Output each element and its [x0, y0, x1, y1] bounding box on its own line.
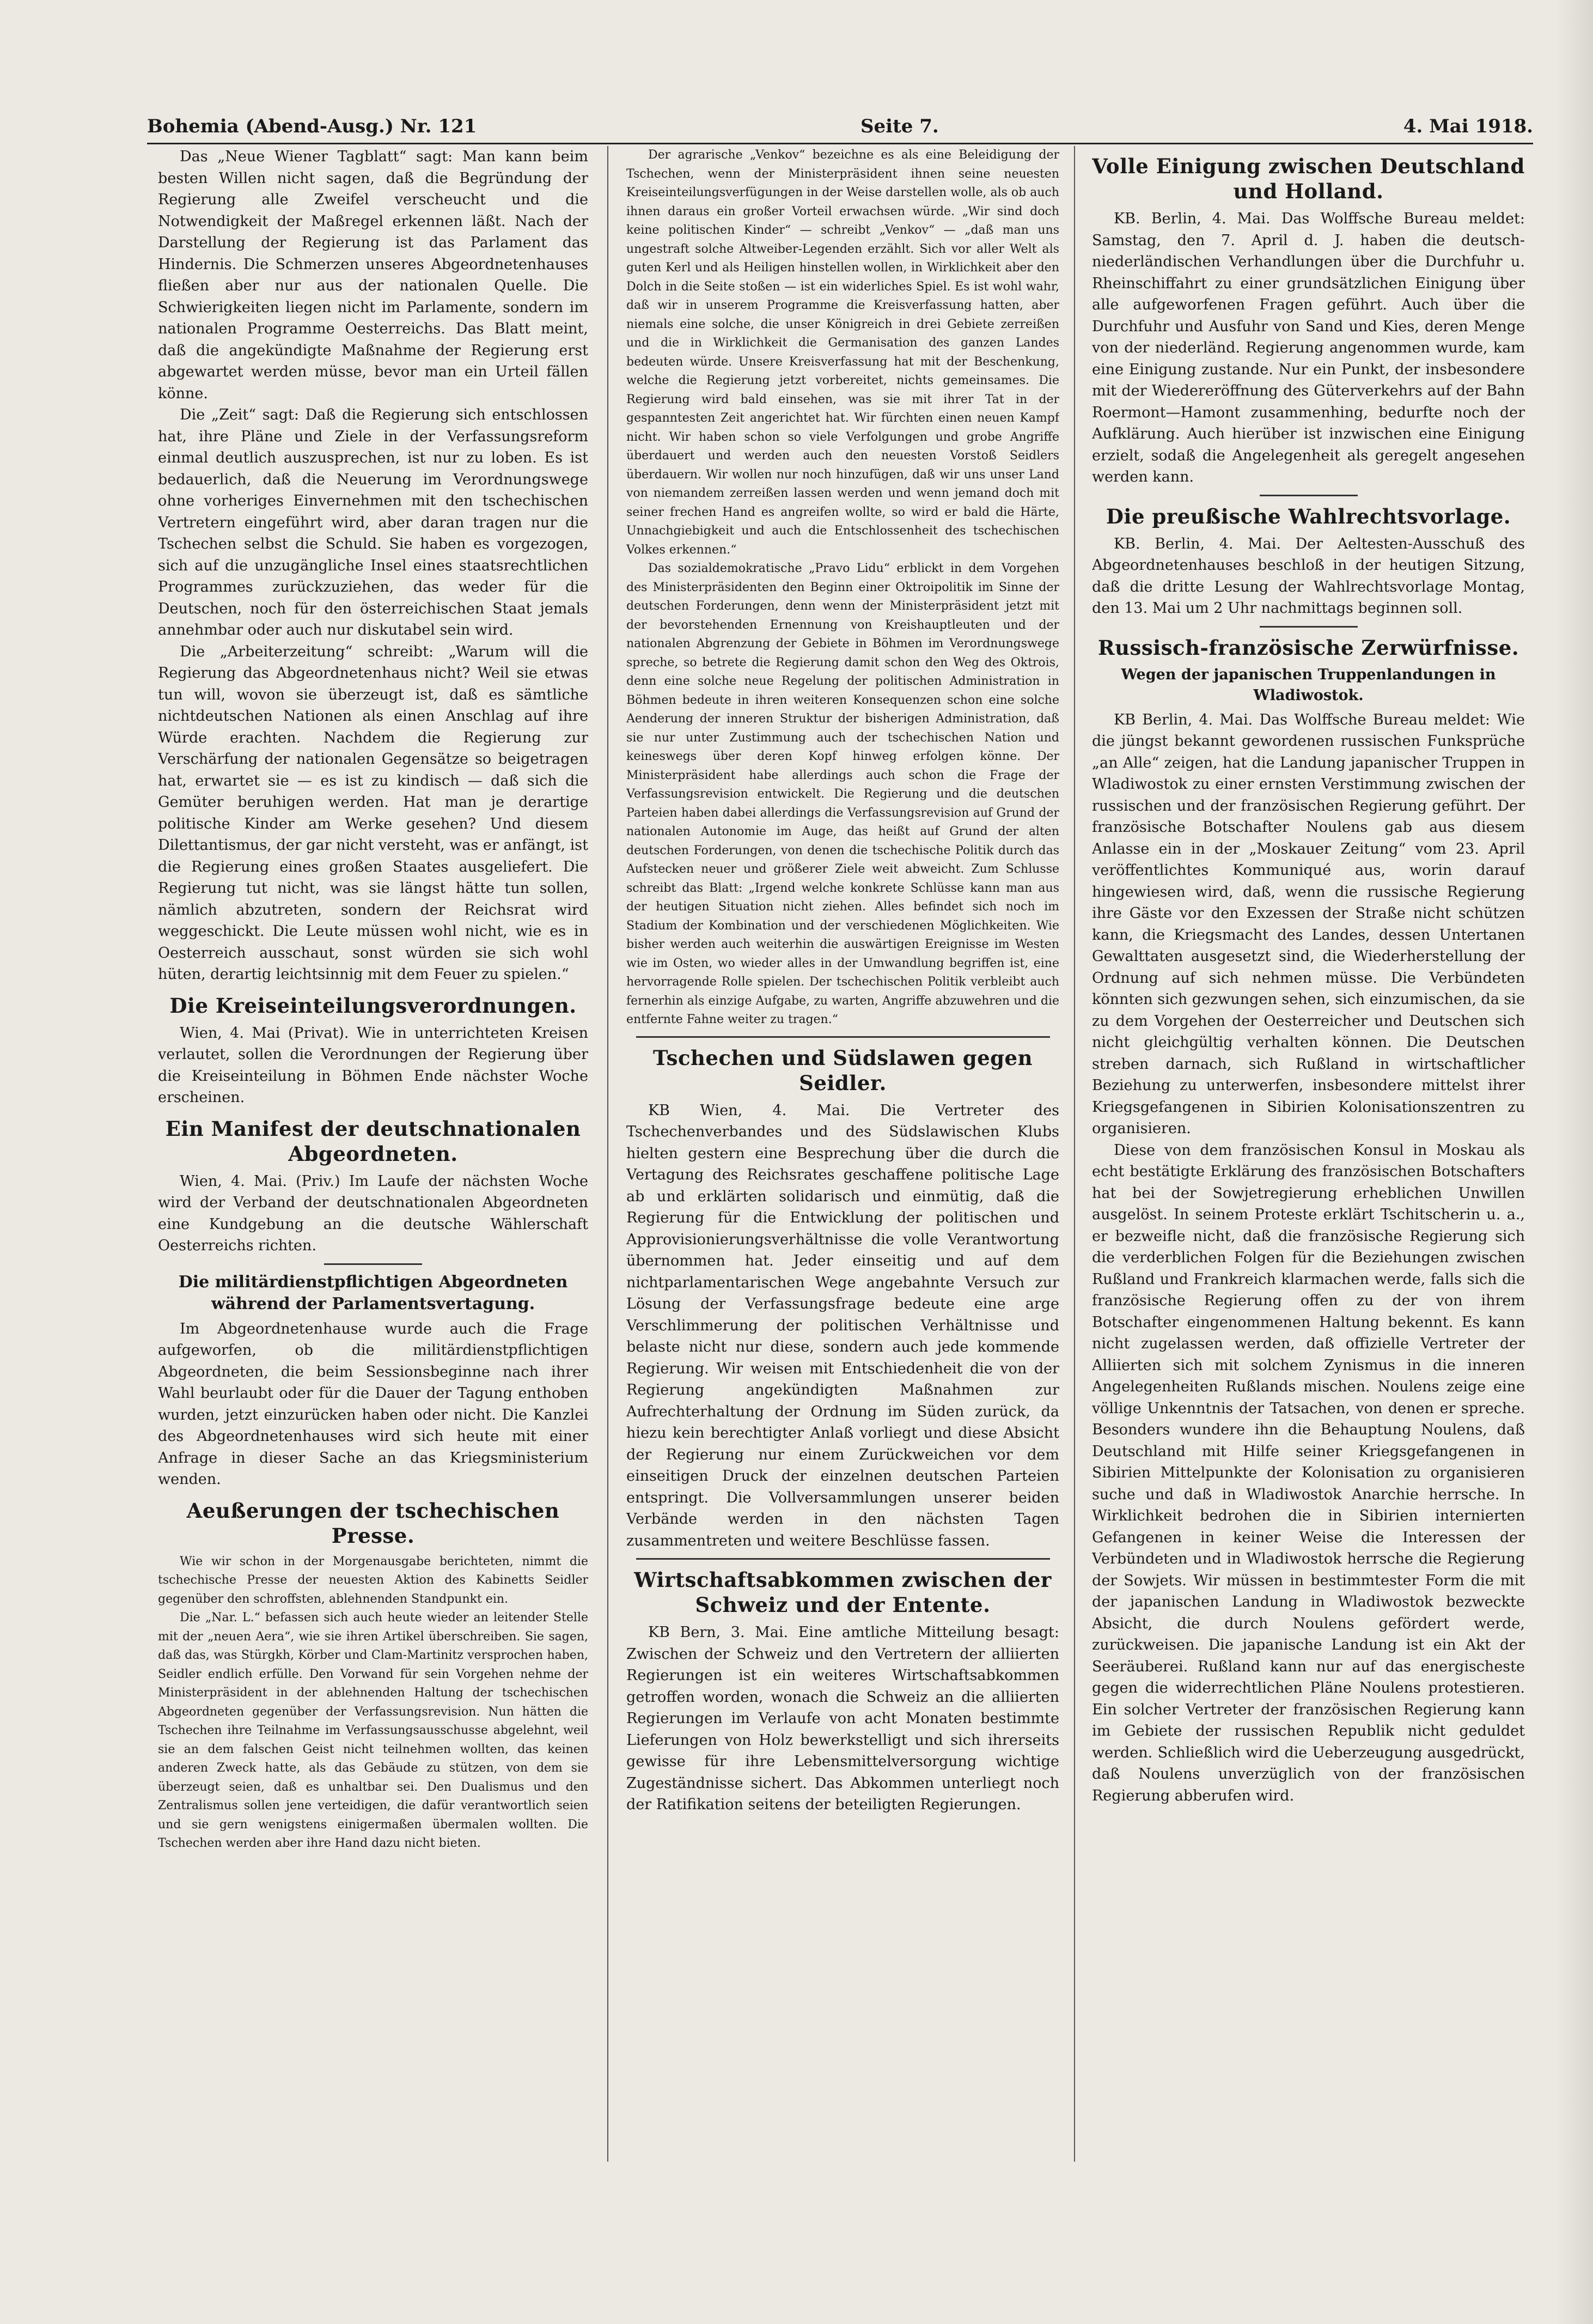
separator [1260, 495, 1358, 496]
header-page-number: Seite 7. [860, 115, 939, 137]
article-paragraph: Das sozialdemokratische „Pravo Lidu“ erblickt in dem Vorgehen des Ministerpräsidenten den Beginn einer Oktroipolitik im Sinne der deutschen Forderungen, denn wenn der Ministerpräsident jetzt mit der bevorstehenden Ernennung von Kreishauptleuten und der nationalen Abgrenzung der Gebiete in Böhmen im Verordnungswege spreche, so betrete die Regierung damit schon den Weg des Oktrois, denn eine solche neue Regelung der politischen Administration in Böhmen bedeute in ihren weiteren Konsequenzen schon eine solche Aenderung der inneren Struktur der bisherigen Administration, daß sie nur unter Zustimmung auch der tschechischen Nation und keineswegs über deren Kopf hinweg erfolgen könne. Der Ministerpräsident habe allerdings auch schon die Frage der Verfassungsrevision entwickelt. Die Regierung und die deutschen Parteien haben dabei allerdings die Verfassungsrevision auf Grund der nationalen Autonomie im Auge, das heißt auf Grund der alten deutschen Forderungen, von denen die tschechische Politik durch das Aufstecken neuer und größerer Ziele weit abweicht. Zum Schlusse schreibt das Blatt: „Irgend welche konkrete Schlüsse kann man aus der heutigen Situation nicht ziehen. Alles befindet sich noch im Stadium der Kombination und der verschiedenen Möglichkeiten. Wie bisher werden auch weiterhin die auswärtigen Ereignisse im Westen wie im Osten, wo wieder alles in der Umwandlung begriffen ist, eine hervorragende Rolle spielen. Der tschechischen Politik verbleibt auch fernerhin als einzige Aufgabe, zu warten, Angriffe abzuwehren und die entfernte Fahne weiter zu tragen.“ [626, 562, 1059, 1026]
article-paragraph: Die „Arbeiterzeitung“ schreibt: „Warum will die Regierung das Abgeordnetenhaus nicht? Weil sie etwas tun will, wovon sie überzeugt ist, daß es sämtliche nichtdeutschen Nationen als einen Anschlag auf ihre Würde erachten. Nachdem die Regierung zur Verschärfung der nationalen Gegensätze so beigetragen hat, erwartet sie — es ist zu kindisch — daß sich die Gemüter beruhigen werden. Hat man je derartige politische Kinder am Werke gesehen? Und diesem Dilettantismus, der gar nicht versteht, was er anfängt, ist die Regierung eines großen Staates ausgeliefert. Die Regierung tut nicht, was sie längst hätte tun sollen, nämlich abzutreten, sondern der Reichsrat wird weggeschickt. Die Leute müssen wohl nicht, wie es in Oesterreich ausschaut, sonst würden sie sich wohl hüten, derartig leichtsinnig mit dem Feuer zu spielen.“ [158, 643, 588, 983]
header-date: 4. Mai 1918. [1403, 115, 1533, 137]
column-2 [626, 146, 1059, 2162]
column-divider-1 [607, 146, 608, 2162]
column-divider-2 [1074, 146, 1075, 2162]
headline-tschechische-presse: Aeußerungen der tschechischen Presse. [186, 1498, 560, 1548]
article-paragraph: KB. Berlin, 4. Mai. Das Wolffsche Bureau meldet: Samstag, den 7. April d. J. haben die deutsch-niederländischen Verhandlungen über die Durchfuhr u. Rheinschiffahrt zu einer grundsätzlichen Einigung über alle aufgeworfenen Fragen geführt. Auch über die Durchfuhr und Ausfuhr von Sand und Kies, deren Menge von der niederländ. Regierung angenommen wurde, kam eine Einigung zustande. Nur ein Punkt, der insbesondere mit der Wiedereröffnung des Güterverkehrs auf der Bahn Roermont—Hamont zusammenhing, bedurfte noch der Aufklärung. Auch hierüber ist inzwischen eine Einigung erzielt, sodaß die Angelegenheit als geregelt angesehen werden kann. [1092, 210, 1525, 485]
column-1 [158, 146, 588, 2162]
article-paragraph: KB Bern, 3. Mai. Eine amtliche Mitteilung besagt: Zwischen der Schweiz und den Vertretern der alliierten Regierungen ist ein weiteres Wirtschaftsabkommen getroffen worden, wonach die Schweiz an die alliierten Regierungen im Verlaufe von acht Monaten bestimmte Lieferungen von Holz bewerkstelligt und sich ihrerseits gewisse für ihre Lebensmittelversorgung wichtige Zugeständnisse sichert. Das Abkommen unterliegt noch der Ratifikation seitens der beteiligten Regierungen. [626, 1624, 1059, 1813]
separator [636, 1558, 1050, 1560]
page-edge-shadow [1555, 0, 1593, 2324]
headline-kreiseinteilung: Die Kreiseinteilungsverordnungen. [169, 993, 577, 1018]
headline-einigung: Volle Einigung zwischen Deutschland und Holland. [1092, 154, 1525, 203]
article-paragraph: Wien, 4. Mai. (Priv.) Im Laufe der nächsten Woche wird der Verband der deutschnationalen Abgeordneten eine Kundgebung an die deutsche Wählerschaft Oesterreichs richten. [158, 1172, 588, 1254]
article-paragraph: Wie wir schon in der Morgenausgabe berichteten, nimmt die tschechische Presse der neuesten Aktion des Kabinetts Seidler gegenüber den schroffsten, ablehnenden Standpunkt ein. [158, 1554, 588, 1606]
header-rule [147, 143, 1533, 144]
headline-wahlrechtsvorlage: Die preußische Wahlrechtsvorlage. [1106, 504, 1511, 528]
article-paragraph: KB Wien, 4. Mai. Die Vertreter des Tschechenverbandes und des Südslawischen Klubs hielten gestern eine Besprechung über die durch die Vertagung des Reichsrates geschaffene politische Lage ab und erklärten solidarisch und einmütig, daß die Regierung für die Entwicklung der politischen und Approvisionierungsverhältnisse die volle Verantwortung übernommen hat. Jeder einseitig und auf dem nichtparlamentarischen Wege angebahnte Versuch zur Lösung der Verfassungsfrage bedeute eine arge Verschlimmerung der politischen Verhältnisse und belaste nicht nur diese, sondern auch jede kommende Regierung. Wir weisen mit Entschiedenheit die von der Regierung angekündigten Maßnahmen zur Aufrechterhaltung der Ordnung im Süden zurück, da hiezu kein berechtigter Anlaß vorliegt und diese Absicht der Regierung nur einem Zurückweichen vor dem einseitigen Druck der einzelnen deutschen Parteien entspringt. Die Vollversammlungen unserer beiden Verbände werden in den nächsten Tagen zusammentreten und weitere Beschlüsse fassen. [626, 1102, 1059, 1549]
headline-tschechen-suedslawen: Tschechen und Südslawen gegen Seidler. [653, 1045, 1033, 1095]
article-paragraph: Die „Nar. L.“ befassen sich auch heute wieder an leitender Stelle mit der „neuen Aera“, wie sie ihren Artikel überschreiben. Sie sagen, daß das, was Stürgkh, Körber und Clam-Martinitz versprochen haben, Seidler endlich erfülle. Den Vorwand für sein Vorgehen nehme der Ministerpräsident in der ablehnenden Haltung der tschechischen Abgeordneten gegenüber der Verfassungsrevision. Nun hätten die Tschechen ihre Teilnahme im Verfassungsausschusse abgelehnt, weil sie an dem falschen Geist nicht teilnehmen wollten, das keinen anderen Zweck hatte, als das Gebäude zu stützen, von dem sie überzeugt seien, daß es unhaltbar sei. Den Dualismus und den Zentralismus sollen jene verteidigen, die dafür verantwortlich seien und sie gern wenigstens einigermaßen übermalen wollten. Die Tschechen werden aber ihre Hand dazu nicht bieten. [158, 1611, 588, 1850]
article-paragraph: Diese von dem französischen Konsul in Moskau als echt bestätigte Erklärung des französischen Botschafters hat bei der Sowjetregierung erheblichen Unwillen ausgelöst. In seinem Proteste erklärt Tschitscherin u. a., er bezweifle nicht, daß die französische Regierung sich die verderblichen Folgen für die Beziehungen zwischen Rußland und Frankreich klarmachen werde, falls sich die französische Regierung offen zu der von ihrem Botschafter eingenommenen Haltung bekennt. Es kann nicht zugelassen werden, daß offizielle Vertreter der Alliierten sich mit solchem Zynismus in die inneren Angelegenheiten Rußlands mischen. Noulens zeige eine völlige Unkenntnis der Tatsachen, von denen er spreche. Besonders wundere ihn die Behauptung Noulens, daß Deutschland mit Hilfe seiner Kriegsgefangenen in Sibirien Mittelpunkte der Kolonisation zu organisieren suche und daß in Wladiwostok Anarchie herrsche. In Wirklichkeit bedrohen die in Sibirien internierten Gefangenen in keiner Weise die Interessen der Verbündeten und in Wladiwostok herrsche die Regierung der Sowjets. Wir müssen in bestimmtester Form die mit der japanischen Landung in Wladiwostok bezweckte Absicht, die durch Noulens gefördert werde, zurückweisen. Die japanische Landung ist ein Akt der Seeräuberei. Rußland kann nur auf das energischeste gegen die widerrechtlichen Pläne Noulens protestieren. Ein solcher Vertreter der französischen Regierung kann im Gebiete der russischen Republik nicht geduldet werden. Schließlich wird die Ueberzeugung ausgedrückt, daß Noulens unverzüglich von der französischen Regierung abberufen wird. [1092, 1141, 1525, 1804]
article-paragraph: Im Abgeordnetenhause wurde auch die Frage aufgeworfen, ob die militärdienstpflichtigen Abgeordneten, die beim Sessionsbeginne nach ihrer Wahl beurlaubt oder für die Dauer der Tagung enthoben wurden, jetzt einzurücken haben oder nicht. Die Kanzlei des Abgeordnetenhauses wird sich heute mit einer Anfrage in dieser Sache an das Kriegsministerium wenden. [158, 1320, 588, 1488]
article-paragraph: KB. Berlin, 4. Mai. Der Aeltesten-Ausschuß des Abgeordnetenhauses beschloß in der heutigen Sitzung, daß die dritte Lesung der Wahlrechtsvorlage Montag, den 13. Mai um 2 Uhr nachmittags beginnen soll. [1092, 535, 1525, 617]
separator [1260, 626, 1358, 628]
headline-russisch-franzoesisch: Russisch-französische Zerwürfnisse. [1097, 635, 1519, 660]
headline-wirtschaftsabkommen: Wirtschaftsabkommen zwischen der Schweiz und der Entente. [634, 1568, 1052, 1617]
separator [636, 1036, 1050, 1038]
header-masthead: Bohemia (Abend-Ausg.) Nr. 121 [147, 115, 477, 137]
article-paragraph: Das „Neue Wiener Tagblatt“ sagt: Man kann beim besten Willen nicht sagen, daß die Begründung der Regierung alle Zweifel verscheucht und die Notwendigkeit der Maßregel erkennen läßt. Nach der Darstellung der Regierung ist das Parlament das Hindernis. Die Schmerzen unseres Abgeordnetenhauses fließen aber nur aus der nationalen Quelle. Die Schwierigkeiten liegen nicht im Parlamente, sondern im nationalen Programme Oesterreichs. Das Blatt meint, daß die angekündigte Maßnahme der Regierung erst abgewartet werden müsse, bevor man ein Urteil fällen könne. [158, 148, 588, 402]
column-3 [1092, 146, 1525, 2162]
article-paragraph: Die „Zeit“ sagt: Daß die Regierung sich entschlossen hat, ihre Pläne und Ziele in der Verfassungsreform einmal deutlich auszusprechen, ist nur zu loben. Es ist bedauerlich, daß die Neuerung im Verordnungswege ohne vorheriges Einvernehmen mit den tschechischen Vertretern eingeführt wird, aber daran tragen nur die Tschechen selbst die Schuld. Sie haben es vorgezogen, sich auf die unzugängliche Insel eines staatsrechtlichen Programmes zurückzuziehen, das weder für die Deutschen, noch für den österreichischen Staat jemals annehmbar oder auch nur diskutabel sein wird. [158, 406, 588, 638]
headline-militaerdienst: Die militärdienstpflichtigen Abgeordneten während der Parlamentsvertagung. [178, 1272, 568, 1313]
headline-manifest: Ein Manifest der deutschnationalen Abgeordneten. [165, 1116, 581, 1166]
subheadline-wladiwostok: Wegen der japanischen Truppenlandungen in Wladiwostok. [1121, 666, 1496, 704]
article-paragraph: Der agrarische „Venkov“ bezeichne es als eine Beleidigung der Tschechen, wenn der Ministerpräsident ihnen seine neuesten Kreiseinteilungsverfügungen in der Weise darstellen wolle, als ob auch ihnen daraus ein großer Vorteil erwachsen würde. „Wir sind doch keine politischen Kinder“ — schreibt „Venkov“ — „daß man uns ungestraft solche Altweiber-Legenden erzählt. Sich vor aller Welt als guten Kerl und als Heiligen hinstellen wollen, in Wirklichkeit aber den Dolch in die Seite stoßen — ist ein widerliches Spiel. Es ist wohl wahr, daß wir in unserem Programme die Kreisverfassung hatten, aber niemals eine solche, die unser Königreich in drei Gebiete zerreißen und die in Wirklichkeit die Germanisation des ganzen Landes bedeuten würde. Unsere Kreisverfassung hat mit der Beschenkung, welche die Regierung jetzt vorbereitet, nichts gemeinsames. Die Regierung wird bald einsehen, was sie mit ihrer Tat in der gespanntesten Zeit angerichtet hat. Wir fürchten einen neuen Kampf nicht. Wir haben schon so viele Verfolgungen und grobe Angriffe überdauert und werden auch den neuesten Vorstoß Seidlers überdauern. Wir wollen nur noch hinzufügen, daß wir uns unser Land von niemandem zerreißen lassen werden und wenn jemand doch mit seiner frechen Hand es angreifen wollte, so wird er bald die Härte, Unnachgiebigkeit und auch die Entschlossenheit des tschechischen Volkes erkennen.“ [626, 148, 1059, 557]
separator [324, 1263, 422, 1265]
article-paragraph: KB Berlin, 4. Mai. Das Wolffsche Bureau meldet: Wie die jüngst bekannt gewordenen russischen Funksprüche „an Alle“ zeigen, hat die Landung japanischer Truppen in Wladiwostok zu einer ernsten Verstimmung zwischen der russischen und der französischen Regierung geführt. Der französische Botschafter Noulens gab aus diesem Anlasse ein in der „Moskauer Zeitung“ vom 23. April veröffentlichtes Kommuniqué aus, worin darauf hingewiesen wird, daß, wenn die russische Regierung ihre Gäste vor den Exzessen der Straße nicht schützen kann, die Kriegsmacht des Landes, dessen Untertanen Gewalttaten ausgesetzt sind, die Wiederherstellung der Ordnung auf sich nehmen müsse. Die Verbündeten könnten sich gezwungen sehen, sich einzumischen, da sie zu dem Vorgehen der Oesterreicher und Deutschen sich nicht gleichgültig verhalten können. Die Deutschen streben darnach, sich Rußland in wirtschaftlicher Beziehung zu unterwerfen, insbesondere mittelst ihrer Kriegsgefangenen in Sibirien Kolonisationszentren zu organisieren. [1092, 711, 1525, 1137]
article-paragraph: Wien, 4. Mai (Privat). Wie in unterrichteten Kreisen verlautet, sollen die Verordnungen der Regierung über die Kreiseinteilung in Böhmen Ende nächster Woche erscheinen. [158, 1024, 588, 1106]
